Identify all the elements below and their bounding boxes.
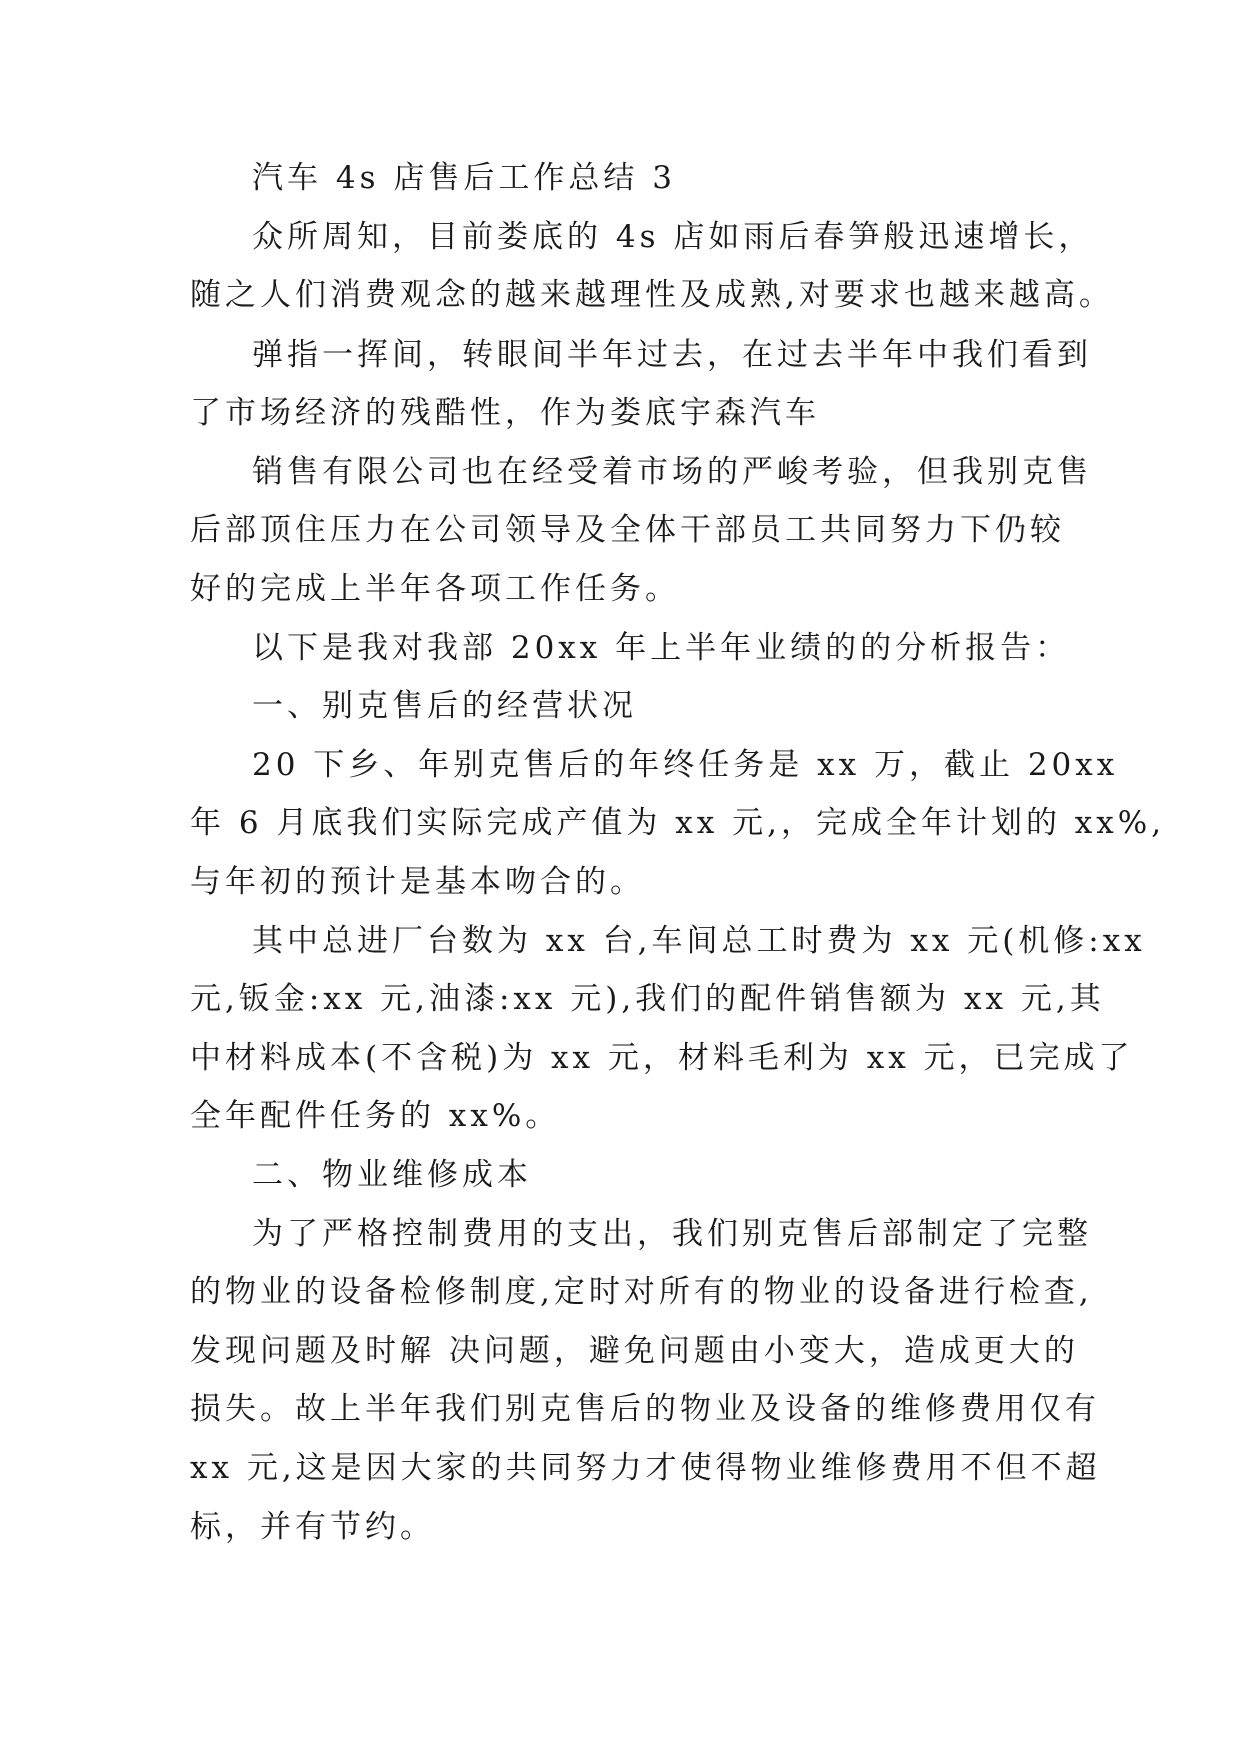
paragraph-line: 标，并有节约。: [190, 1509, 435, 1545]
paragraph-line: 中材料成本(不含税)为 xx 元，材料毛利为 xx 元，已完成了: [190, 1040, 1134, 1076]
paragraph-line: 年 6 月底我们实际完成产值为 xx 元,，完成全年计划的 xx%,: [190, 805, 1166, 841]
paragraph-line: 元,钣金:xx 元,油漆:xx 元),我们的配件销售额为 xx 元,其: [190, 981, 1105, 1017]
paragraph-line: 为了严格控制费用的支出，我们别克售后部制定了完整: [252, 1216, 1092, 1252]
document-title: 汽车 4s 店售后工作总结 3: [252, 160, 676, 196]
paragraph-line: 其中总进厂台数为 xx 台,车间总工时费为 xx 元(机修:xx: [252, 923, 1146, 959]
paragraph-line: 与年初的预计是基本吻合的。: [190, 864, 645, 900]
paragraph-line: 20 下乡、年别克售后的年终任务是 xx 万，截止 20xx: [252, 747, 1119, 783]
paragraph-line: 了市场经济的残酷性，作为娄底宇森汽车: [190, 395, 820, 431]
paragraph-line: 弹指一挥间，转眼间半年过去，在过去半年中我们看到: [252, 337, 1092, 373]
section-heading: 二、物业维修成本: [252, 1157, 532, 1193]
paragraph-line: 销售有限公司也在经受着市场的严峻考验，但我别克售: [252, 454, 1092, 490]
paragraph-line: 发现问题及时解 决问题，避免问题由小变大，造成更大的: [190, 1333, 1079, 1369]
paragraph-line: 好的完成上半年各项工作任务。: [190, 571, 680, 607]
paragraph-line: xx 元,这是因大家的共同努力才使得物业维修费用不但不超: [190, 1450, 1101, 1486]
paragraph-line: 后部顶住压力在公司领导及全体干部员工共同努力下仍较: [190, 512, 1065, 548]
paragraph-line: 随之人们消费观念的越来越理性及成熟,对要求也越来越高。: [190, 277, 1114, 313]
paragraph-line: 损失。故上半年我们别克售后的物业及设备的维修费用仅有: [190, 1391, 1100, 1427]
paragraph-line: 众所周知，目前娄底的 4s 店如雨后春笋般迅速增长，: [252, 219, 1094, 255]
paragraph-line: 以下是我对我部 20xx 年上半年业绩的的分析报告：: [252, 630, 1071, 666]
paragraph-line: 的物业的设备检修制度,定时对所有的物业的设备进行检查,: [190, 1274, 1093, 1310]
section-heading: 一、别克售后的经营状况: [252, 688, 637, 724]
paragraph-line: 全年配件任务的 xx%。: [190, 1098, 561, 1134]
